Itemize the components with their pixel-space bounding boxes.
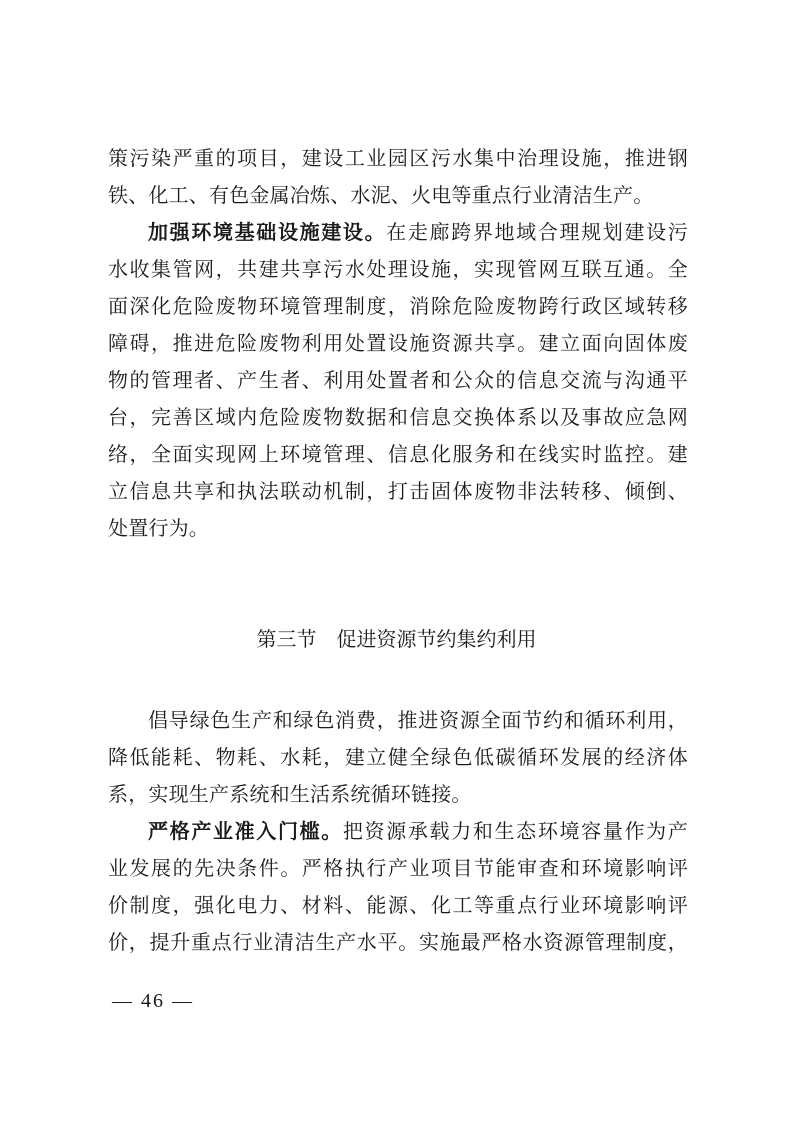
text-line: 价制度，强化电力、材料、能源、化工等重点行业环境影响评 [108,893,688,917]
text-line: 降低能耗、物耗、水耗，建立健全绿色低碳循环发展的经济体 [108,745,688,769]
text-line: 络，全面实现网上环境管理、信息化服务和在线实时监控。建 [108,442,688,466]
text-line: 倡导绿色生产和绿色消费，推进资源全面节约和循环利用， [148,708,688,732]
text-line: 面深化危险废物环境管理制度，消除危险废物跨行政区域转移 [108,294,688,318]
paragraph-lead-line [108,214,688,251]
text-line: 障碍，推进危险废物利用处置设施资源共享。建立面向固体废 [108,331,688,355]
text-line: 立信息共享和执法联动机制，打击固体废物非法转移、倾倒、 [108,479,688,503]
section-title: 第三节 促进资源节约集约利用 [256,627,537,651]
document-body-lower [108,702,688,961]
text-line: 台，完善区域内危险废物数据和信息交换体系以及事故应急网 [108,405,688,429]
paragraph-heading: 加强环境基础设施建设。 [148,220,387,244]
document-body [108,140,688,547]
page-number: — 46 — [112,990,194,1012]
text-span: 在走廊跨界地域合理规划建设污 [386,220,688,244]
text-line: 策污染严重的项目，建设工业园区污水集中治理设施，推进钢 [108,146,688,170]
text-span: 把资源承载力和生态环境容量作为产 [342,819,688,843]
text-line: 物的管理者、产生者、利用处置者和公众的信息交流与沟通平 [108,368,688,392]
text-line: 处置行为。 [108,516,209,540]
text-line: 水收集管网，共建共享污水处理设施，实现管网互联互通。全 [108,257,688,281]
text-line: 铁、化工、有色金属冶炼、水泥、火电等重点行业清洁生产。 [108,183,654,207]
paragraph-lead-line [108,813,688,850]
paragraph-heading: 严格产业准入门槛。 [148,819,343,843]
text-line: 业发展的先决条件。严格执行产业项目节能审查和环境影响评 [108,856,688,880]
text-line: 系，实现生产系统和生活系统循环链接。 [108,782,472,806]
text-line: 价，提升重点行业清洁生产水平。实施最严格水资源管理制度， [108,930,688,954]
